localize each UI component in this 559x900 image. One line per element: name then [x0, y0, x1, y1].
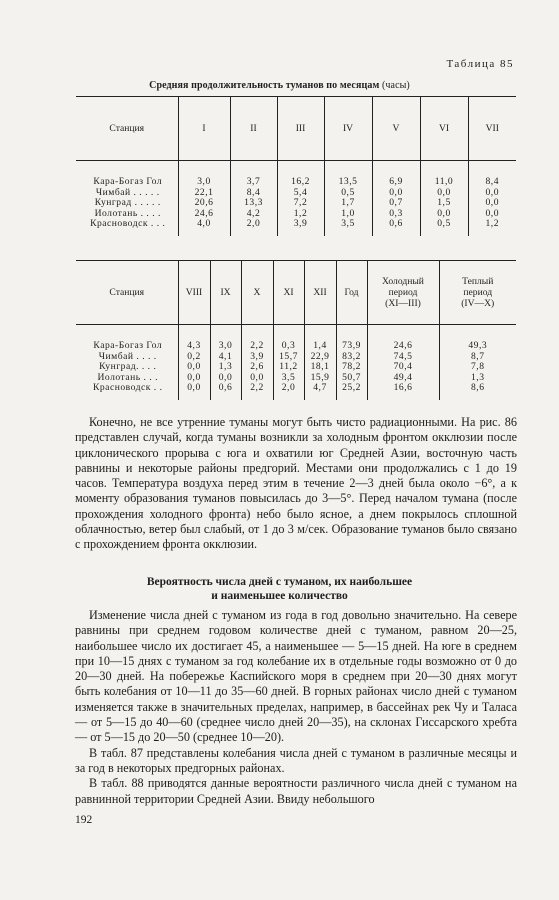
table-cell: 0,3 [372, 209, 420, 220]
table-cell: 0,0 [178, 383, 210, 394]
table-cell: 2,2 [241, 383, 273, 394]
station-name: Красноводск . . [92, 382, 163, 394]
column-header: IX [210, 261, 241, 325]
table-cell: 24,6 [178, 209, 230, 220]
table-row [76, 341, 516, 352]
table-cell: 3,7 [230, 177, 277, 188]
table-cell: 3,5 [324, 219, 372, 230]
table-row [76, 219, 516, 230]
table-cell: 0,0 [420, 188, 468, 199]
column-header: VII [468, 97, 516, 161]
table-cell: 1,3 [210, 362, 241, 373]
table-cell: 4,3 [178, 341, 210, 352]
column-header: XI [273, 261, 304, 325]
table-cell: 0,0 [372, 188, 420, 199]
table-cell: 70,4 [367, 362, 439, 373]
table-row [76, 383, 516, 394]
table-cell: 4,0 [178, 219, 230, 230]
table-cell: 6,9 [372, 177, 420, 188]
table-cell: 1,3 [439, 373, 516, 384]
table-cell: 3,0 [210, 341, 241, 352]
station-name: Чимбай . . . . [98, 350, 157, 362]
column-header: IV [324, 97, 372, 161]
table-cell: 4,2 [230, 209, 277, 220]
table-cell: 1,2 [468, 219, 516, 230]
station-name: Иолотань . . . . [94, 207, 161, 219]
table-cell: 2,0 [273, 383, 304, 394]
column-header: I [178, 97, 230, 161]
fog-duration-table-2 [76, 260, 516, 400]
table-cell: 1,4 [304, 341, 336, 352]
table-cell: 0,2 [178, 352, 210, 363]
table-cell: 3,0 [178, 177, 230, 188]
station-name: Кунград . . . . . [94, 197, 161, 209]
table-cell: 7,8 [439, 362, 516, 373]
paragraph-text: Конечно, не все утренние туманы могут быть чисто радиационными. На рис. 86 представлен случай, когда туманы возникли за холодным фронтом окклюзии после циклонического прорыва с юга и охватили юг Средней Азии, восточную часть равнины и некоторые районы предгорий. Местами они продолжались с 1 до 19 часов. Температура воздуха перед этим в течение 2—3 дней была около −6°, а к моменту образования туманов повысилась до 3—5°. Перед началом тумана (после прохождения холодного фронта) небо было ясное, а днем покрылось сплошной облачностью, ветер был слабый, от 1 до 3 м/сек. Образование туманов было связано с прохождением фронта окклюзии. [75, 415, 517, 552]
section-heading [0, 575, 559, 603]
table-cell: 3,9 [241, 352, 273, 363]
column-header: VI [420, 97, 468, 161]
paragraph-text: В табл. 88 приводятся данные вероятности различного числа дней с туманом на равнинной территории Средней Азии. Ввиду небольшого [75, 776, 517, 806]
table-cell: 3,5 [273, 373, 304, 384]
table-header-row [76, 97, 516, 161]
table-cell: 4,7 [304, 383, 336, 394]
table-cell: 0,0 [468, 188, 516, 199]
station-name: Кунград. . . . [99, 361, 157, 373]
table-cell: 5,4 [277, 188, 324, 199]
table-cell: 7,2 [277, 198, 324, 209]
table-cell: 1,2 [277, 209, 324, 220]
column-header-cold-period: Холодный период (XI—III) [367, 261, 439, 325]
table-cell: 8,4 [230, 188, 277, 199]
table-cell: 0,5 [420, 219, 468, 230]
table-cell: 18,1 [304, 362, 336, 373]
paragraph-text: В табл. 87 представлены колебания числа дней с туманом в различные месяцы и за год в некоторых предгорных районах. [75, 745, 517, 775]
column-header: VIII [178, 261, 210, 325]
table-cell: 15,9 [304, 373, 336, 384]
table-cell: 49,3 [439, 341, 516, 352]
table-cell: 22,1 [178, 188, 230, 199]
table-row [76, 177, 516, 188]
table-cell: 0,0 [178, 373, 210, 384]
column-header: X [241, 261, 273, 325]
station-name: Иолотань . . . [97, 371, 159, 383]
table-cell: 20,6 [178, 198, 230, 209]
paragraph-text: Изменение числа дней с туманом из года в год довольно значительно. На севере равнины при среднем годовом количестве дней с туманом, равном 20—25, наибольшее число их достигает 45, а наименьшее — 5—15 дней. На юге в среднем при 10—15 днях с туманом за год колебание их в отдельные годы возможно от 0 до 20—30 дней. На побережье Каспийского моря в среднем при 20—30 днях могут быть колебания от 10—11 до 35—60 дней. В горных районах число дней с туманом изменяется также в значительных пределах, например, в бассейнах рек Чу и Таласа — от 5—15 до 40—60 (среднее число дней 20—35), на склонах Гиссарского хребта — от 5—15 до 20—50 (среднее 10—20). [75, 608, 517, 745]
table-cell: 1,0 [324, 209, 372, 220]
table-cell: 8,6 [439, 383, 516, 394]
table-cell: 78,2 [336, 362, 367, 373]
table-cell: 2,2 [241, 341, 273, 352]
table-cell: 22,9 [304, 352, 336, 363]
table-cell: 15,7 [273, 352, 304, 363]
column-header: XII [304, 261, 336, 325]
column-header: V [372, 97, 420, 161]
table-cell: 2,6 [241, 362, 273, 373]
table-cell: 0,6 [372, 219, 420, 230]
table-title-unit: (часы) [381, 80, 410, 91]
column-header: II [230, 97, 277, 161]
table-cell: 73,9 [336, 341, 367, 352]
table-cell: 4,1 [210, 352, 241, 363]
table-cell: 0,0 [178, 362, 210, 373]
fog-duration-table-1 [76, 96, 516, 236]
column-header: III [277, 97, 324, 161]
table-cell: 83,2 [336, 352, 367, 363]
table-label: Таблица 85 [446, 58, 514, 70]
table-cell: 1,7 [324, 198, 372, 209]
table-cell: 74,5 [367, 352, 439, 363]
paragraph-radiation-fogs [75, 415, 517, 553]
table-cell: 13,3 [230, 198, 277, 209]
station-name: Кара-Богаз Гол [93, 340, 163, 351]
table-cell: 1,5 [420, 198, 468, 209]
table-cell: 0,0 [468, 198, 516, 209]
table-cell: 16,6 [367, 383, 439, 394]
section-body [75, 608, 517, 807]
table-cell: 49,4 [367, 373, 439, 384]
table-cell: 0,0 [241, 373, 273, 384]
table-header-row [76, 261, 516, 325]
column-header-station: Станция [76, 97, 178, 161]
table-cell: 50,7 [336, 373, 367, 384]
table-cell: 11,0 [420, 177, 468, 188]
table-cell: 25,2 [336, 383, 367, 394]
column-header-station: Станция [76, 261, 178, 325]
table-title [0, 80, 559, 91]
table-cell: 0,0 [420, 209, 468, 220]
table-title-text: Средняя продолжительность туманов по месяцам [149, 80, 380, 91]
column-header-warm-period: Теплый период (IV—X) [439, 261, 516, 325]
table-cell: 8,4 [468, 177, 516, 188]
page-number: 192 [75, 814, 93, 826]
table-cell: 16,2 [277, 177, 324, 188]
table-cell: 11,2 [273, 362, 304, 373]
table-cell: 0,7 [372, 198, 420, 209]
table-cell: 0,6 [210, 383, 241, 394]
table-cell: 0,5 [324, 188, 372, 199]
table-cell: 0,0 [210, 373, 241, 384]
station-name: Кара-Богаз Гол [93, 176, 163, 187]
table-cell: 13,5 [324, 177, 372, 188]
column-header: Год [336, 261, 367, 325]
table-cell: 3,9 [277, 219, 324, 230]
section-heading-line-1: Вероятность числа дней с туманом, их наибольшее [146, 576, 413, 588]
table-cell: 8,7 [439, 352, 516, 363]
table-cell: 24,6 [367, 341, 439, 352]
table-cell: 0,0 [468, 209, 516, 220]
section-heading-line-2: и наименьшее количество [211, 590, 348, 602]
station-name: Чимбай . . . . . [95, 186, 160, 198]
table-cell: 0,3 [273, 341, 304, 352]
station-name: Красноводск . . . [90, 218, 166, 230]
table-cell: 2,0 [230, 219, 277, 230]
